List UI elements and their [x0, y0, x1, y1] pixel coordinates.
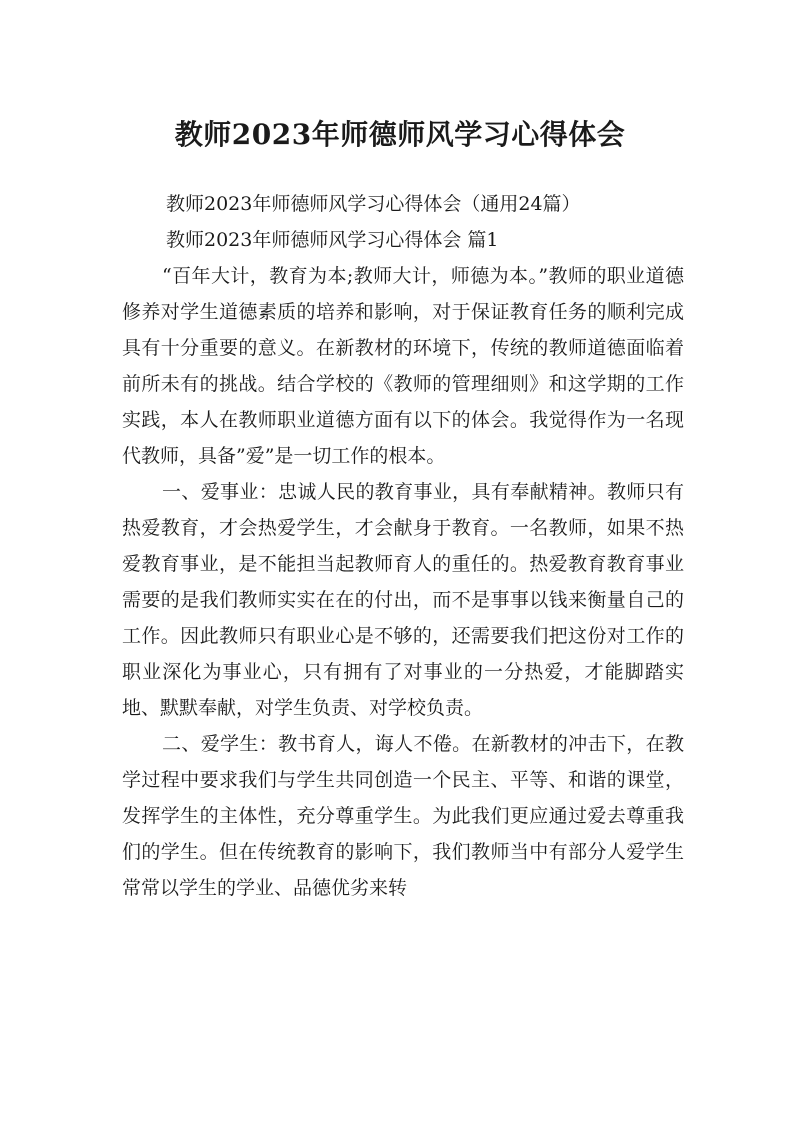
document-title: 教师2023年师德师风学习心得体会 [174, 117, 626, 151]
document-subtitle: 教师2023年师德师风学习心得体会（通用24篇） [166, 193, 581, 215]
paragraph-love-students: 二、爱学生：教书育人，诲人不倦。在新教材的冲击下，在教学过程中要求我们与学生共同创造一个民主、平等、和谐的课堂，发挥学生的主体性，充分尊重学生。为此我们更应通过爱去尊重我们的学生。但在传统教育的影响下，我们教师当中有部分人爱学生常常以学生的学业、品德优劣来转 [122, 733, 684, 899]
paragraph-intro: “百年大计，教育为本;教师大计，师德为本。”教师的职业道德修养对学生道德素质的培养和影响，对于保证教育任务的顺利完成具有十分重要的意义。在新教材的环境下，传统的教师道德面临着前所未有的挑战。结合学校的《教师的管理细则》和这学期的工作实践，本人在教师职业道德方面有以下的体会。我觉得作为一名现代教师，具备”爱”是一切工作的根本。 [122, 265, 684, 467]
paragraph-love-career: 一、爱事业：忠诚人民的教育事业，具有奉献精神。教师只有热爱教育，才会热爱学生，才会献身于教育。一名教师，如果不热爱教育事业，是不能担当起教师育人的重任的。热爱教育教育事业需要的是我们教师实实在在的付出，而不是事事以钱来衡量自己的工作。因此教师只有职业心是不够的，还需要我们把这份对工作的职业深化为事业心，只有拥有了对事业的一分热爱，才能脚踏实地、默默奉献，对学生负责、对学校负责。 [122, 481, 684, 719]
section-heading: 教师2023年师德师风学习心得体会 篇1 [166, 229, 499, 251]
document-body [122, 186, 684, 906]
